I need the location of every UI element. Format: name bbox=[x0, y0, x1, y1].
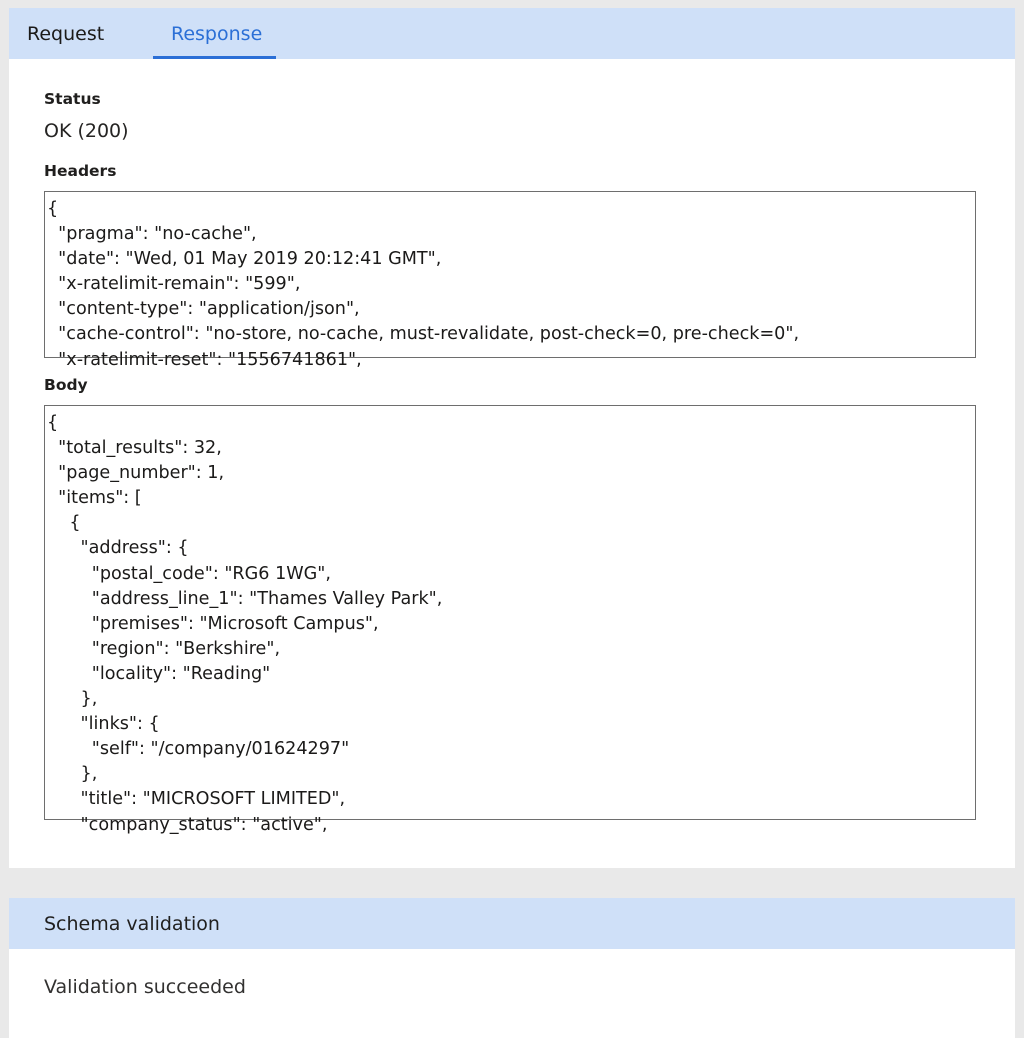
body-label: Body bbox=[44, 376, 88, 394]
body-content: { "total_results": 32, "page_number": 1, "items": [ { "address": { "postal_code": "RG6 1WG", "address_line_1": "Thames Valley Park", "premises": "Microsoft Campus", "region": "Berkshire", "locality": "Reading" }, "links": { "self": "/company/01624297" }, "title": "MICROSOFT LIMITED", "company_status": "active", bbox=[47, 413, 443, 835]
headers-label: Headers bbox=[44, 162, 117, 180]
validation-result: Validation succeeded bbox=[44, 976, 246, 998]
tab-response[interactable]: Response bbox=[153, 8, 276, 59]
headers-textbox[interactable] bbox=[44, 191, 976, 370]
status-label: Status bbox=[44, 90, 101, 108]
tab-bar bbox=[9, 8, 1015, 59]
tab-request[interactable]: Request bbox=[27, 23, 105, 45]
status-value: OK (200) bbox=[44, 120, 129, 142]
schema-validation-title: Schema validation bbox=[44, 913, 220, 935]
schema-validation-header bbox=[9, 898, 1015, 949]
body-textbox[interactable] bbox=[44, 405, 976, 835]
response-panel bbox=[9, 8, 1015, 868]
headers-content: { "pragma": "no-cache", "date": "Wed, 01 May 2019 20:12:41 GMT", "x-ratelimit-remain": "599", "content-type": "application/json", "cache-control": "no-store, no-cache, must-revalidate, post-check=0, pre-check=0", "x-ratelimit-reset": "1556741861", bbox=[47, 199, 800, 370]
schema-validation-panel bbox=[9, 898, 1015, 1038]
